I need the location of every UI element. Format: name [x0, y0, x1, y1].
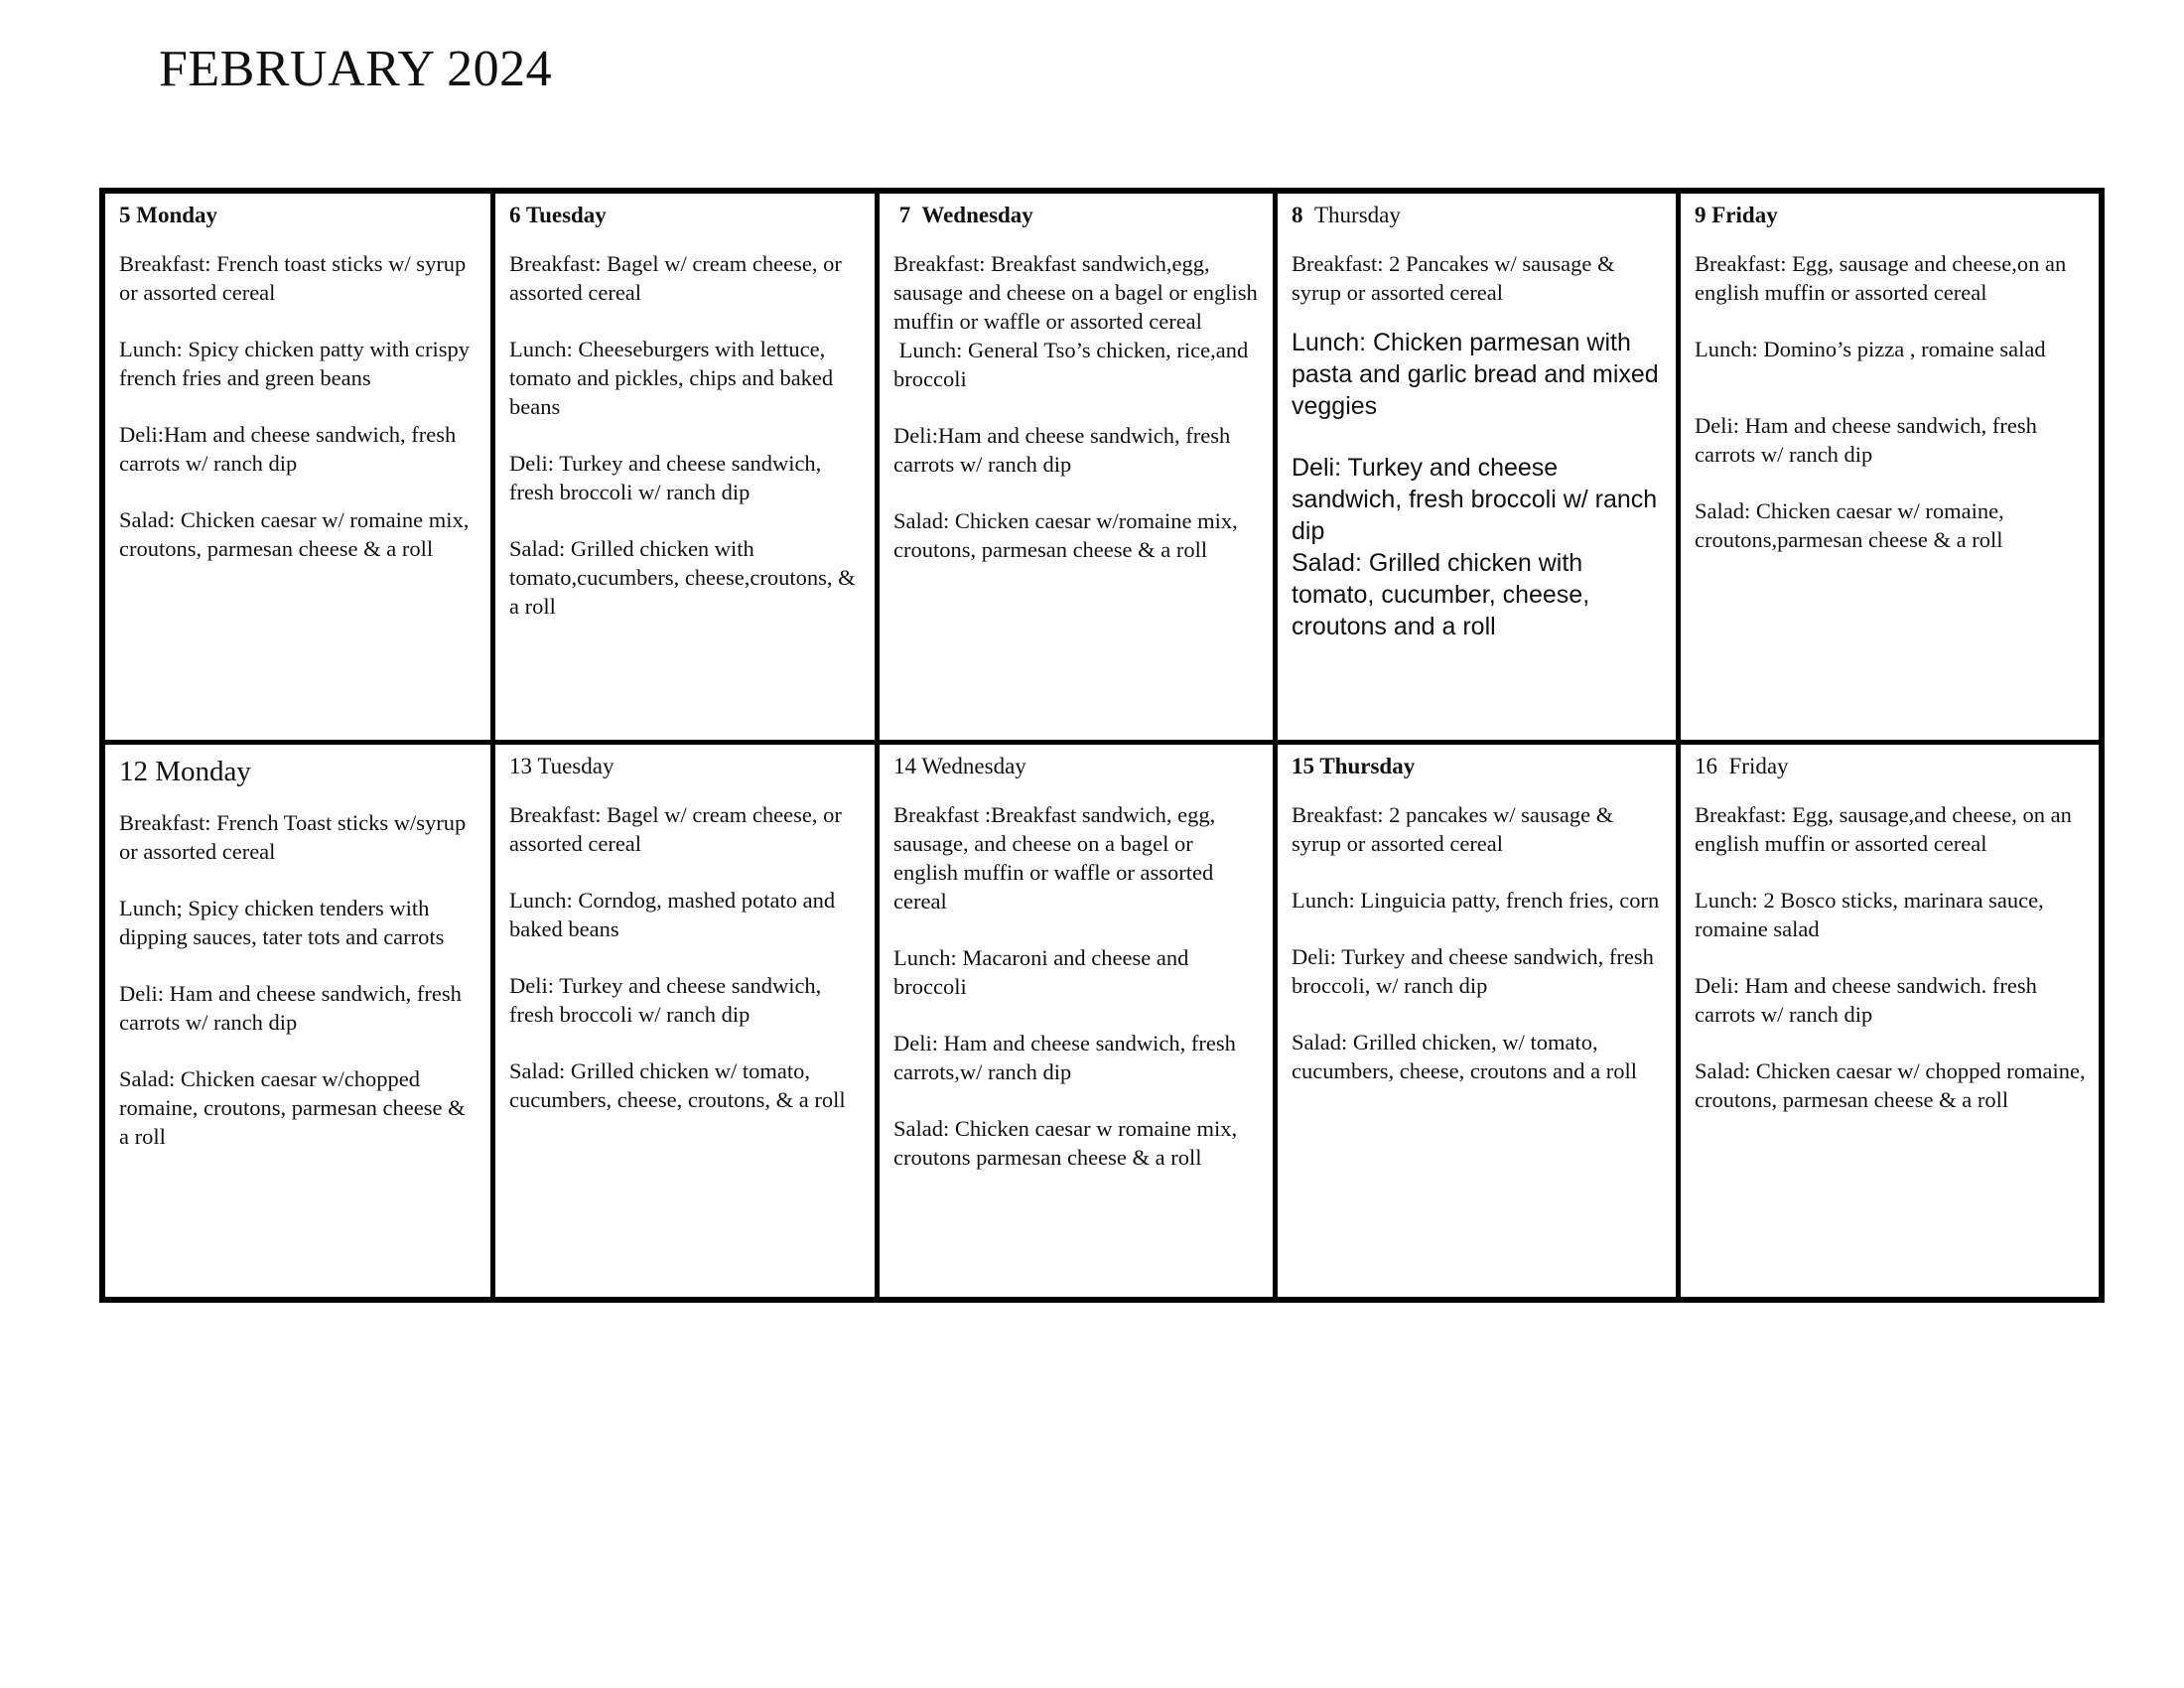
- salad-item: Salad: Chicken caesar w/ chopped romaine, croutons, parmesan cheese & a roll: [1695, 1058, 2086, 1112]
- day-cell-feb-14: [880, 745, 1278, 1297]
- day-cell-feb-15: [1278, 745, 1681, 1297]
- deli-item: Deli: Ham and cheese sandwich, fresh carrots w/ ranch dip: [1695, 413, 2037, 467]
- lunch-item: Lunch; Spicy chicken tenders with dipping sauces, tater tots and carrots: [119, 896, 445, 949]
- salad-item: Salad: Grilled chicken, w/ tomato, cucumbers, cheese, croutons and a roll: [1292, 1030, 1637, 1083]
- lunch-item: Lunch: Spicy chicken patty with crispy french fries and green beans: [119, 337, 471, 390]
- salad-item: Salad: Chicken caesar w/chopped romaine, croutons, parmesan cheese & a roll: [119, 1066, 466, 1149]
- day-name: Thursday: [1314, 203, 1401, 227]
- day-header: 6 Tuesday: [509, 203, 607, 227]
- lunch-item: Lunch: Corndog, mashed potato and baked beans: [509, 888, 836, 941]
- lunch-item: Lunch: Chicken parmesan with pasta and garlic bread and mixed veggies: [1292, 329, 1659, 420]
- breakfast-item: Breakfast: Egg, sausage,and cheese, on an english muffin or assorted cereal: [1695, 802, 2072, 856]
- menu-calendar-grid: [99, 188, 2105, 1303]
- salad-item: Salad: Chicken caesar w/ romaine mix, croutons, parmesan cheese & a roll: [119, 507, 470, 561]
- deli-item: Deli: Turkey and cheese sandwich, fresh broccoli w/ ranch dip: [1292, 454, 1658, 545]
- day-header: 13 Tuesday: [509, 754, 614, 778]
- breakfast-item: Breakfast: Bagel w/ cream cheese, or assorted cereal: [509, 802, 842, 856]
- deli-item: Deli: Turkey and cheese sandwich, fresh broccoli w/ ranch dip: [509, 451, 822, 504]
- page-title: FEBRUARY 2024: [159, 41, 553, 97]
- deli-item: Deli: Ham and cheese sandwich. fresh carrots w/ ranch dip: [1695, 973, 2037, 1027]
- deli-item: Deli: Turkey and cheese sandwich, fresh broccoli, w/ ranch dip: [1292, 944, 1654, 998]
- breakfast-item: Breakfast :Breakfast sandwich, egg, sausage, and cheese on a bagel or english muffin or waffle or assorted cereal: [893, 802, 1216, 914]
- breakfast-item: Breakfast: French Toast sticks w/syrup or assorted cereal: [119, 810, 467, 864]
- deli-item: Deli:Ham and cheese sandwich, fresh carrots w/ ranch dip: [119, 422, 457, 476]
- breakfast-item: Breakfast: 2 Pancakes w/ sausage & syrup or assorted cereal: [1292, 251, 1615, 305]
- salad-item: Salad: Grilled chicken with tomato, cucumber, cheese, croutons and a roll: [1292, 549, 1590, 640]
- lunch-item: Lunch: Cheeseburgers with lettuce, tomato and pickles, chips and baked beans: [509, 337, 834, 419]
- salad-item: Salad: Chicken caesar w romaine mix, croutons parmesan cheese & a roll: [893, 1116, 1238, 1170]
- salad-item: Salad: Grilled chicken with tomato,cucumbers, cheese,croutons, & a roll: [509, 536, 856, 619]
- salad-item: Salad: Grilled chicken w/ tomato, cucumbers, cheese, croutons, & a roll: [509, 1058, 846, 1112]
- breakfast-item: Breakfast: 2 pancakes w/ sausage & syrup or assorted cereal: [1292, 802, 1614, 856]
- lunch-item: Lunch: Macaroni and cheese and broccoli: [893, 945, 1189, 999]
- breakfast-item: Breakfast: Bagel w/ cream cheese, or assorted cereal: [509, 251, 842, 305]
- day-cell-feb-12: [105, 745, 495, 1297]
- day-header: 5 Monday: [119, 203, 218, 227]
- lunch-item: Lunch: General Tso’s chicken, rice,and broccoli: [893, 338, 1254, 391]
- deli-item: Deli: Turkey and cheese sandwich, fresh broccoli w/ ranch dip: [509, 973, 822, 1027]
- day-cell-feb-8: [1278, 194, 1681, 745]
- day-cell-feb-16: [1681, 745, 2099, 1297]
- day-header: [1292, 202, 1666, 229]
- breakfast-item: Breakfast: Breakfast sandwich,egg, sausage and cheese on a bagel or english muffin or waffle or assorted cereal: [893, 251, 1258, 334]
- deli-item: Deli: Ham and cheese sandwich, fresh carrots,w/ ranch dip: [893, 1031, 1236, 1084]
- lunch-item: Lunch: Linguicia patty, french fries, corn: [1292, 888, 1660, 913]
- day-header: 16 Friday: [1695, 754, 1789, 778]
- day-header: 14 Wednesday: [893, 754, 1026, 778]
- breakfast-item: Breakfast: French toast sticks w/ syrup or assorted cereal: [119, 251, 467, 305]
- day-cell-feb-7: [880, 194, 1278, 745]
- lunch-item: Lunch: Domino’s pizza , romaine salad: [1695, 337, 2046, 361]
- day-cell-feb-6: [495, 194, 880, 745]
- day-number: 8: [1292, 203, 1303, 227]
- day-header: 15 Thursday: [1292, 754, 1416, 778]
- salad-item: Salad: Chicken caesar w/romaine mix, croutons, parmesan cheese & a roll: [893, 508, 1238, 562]
- day-cell-feb-13: [495, 745, 880, 1297]
- day-header: 7 Wednesday: [893, 203, 1033, 227]
- salad-item: Salad: Chicken caesar w/ romaine, croutons,parmesan cheese & a roll: [1695, 498, 2004, 552]
- breakfast-item: Breakfast: Egg, sausage and cheese,on an english muffin or assorted cereal: [1695, 251, 2067, 305]
- day-cell-feb-5: [105, 194, 495, 745]
- day-header: 12 Monday: [119, 756, 251, 787]
- day-header: 9 Friday: [1695, 203, 1778, 227]
- lunch-item: Lunch: 2 Bosco sticks, marinara sauce, romaine salad: [1695, 888, 2044, 941]
- deli-item: Deli:Ham and cheese sandwich, fresh carrots w/ ranch dip: [893, 423, 1231, 477]
- deli-item: Deli: Ham and cheese sandwich, fresh carrots w/ ranch dip: [119, 981, 462, 1035]
- day-cell-feb-9: [1681, 194, 2099, 745]
